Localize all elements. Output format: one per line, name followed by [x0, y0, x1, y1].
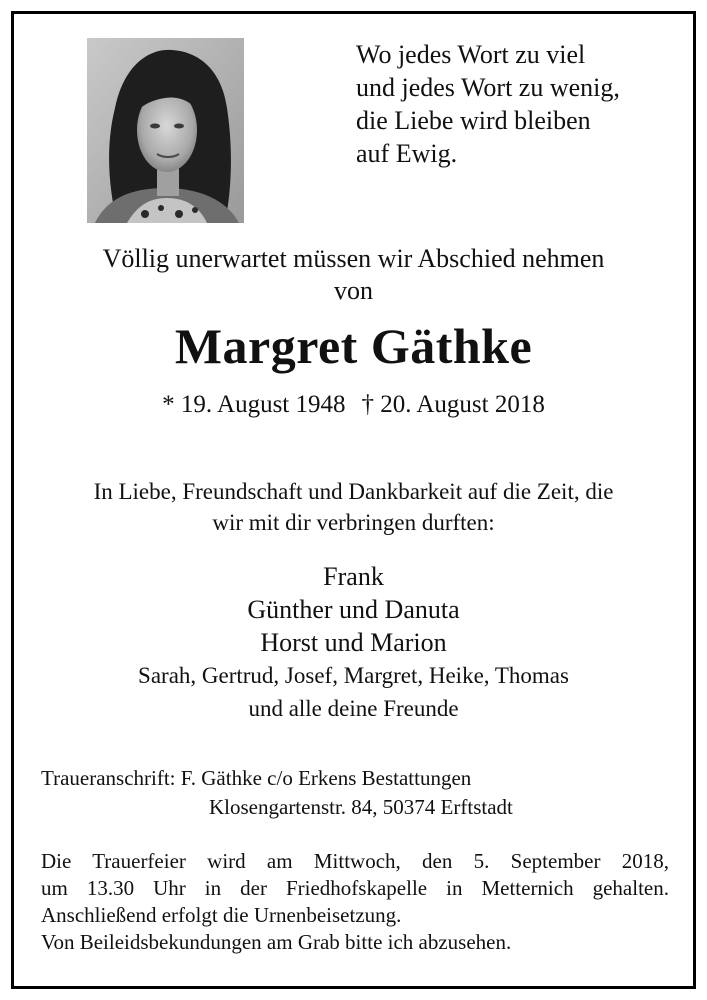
memorial-quote	[356, 38, 676, 170]
mourner-entry: Horst und Marion	[260, 628, 447, 657]
quote-line: und jedes Wort zu wenig,	[356, 73, 620, 102]
mourner-entry: Sarah, Gertrud, Josef, Margret, Heike, Thomas	[138, 663, 569, 688]
gratitude-line: In Liebe, Freundschaft und Dankbarkeit auf die Zeit, die	[93, 479, 614, 504]
ceremony-line: Anschließend erfolgt die Urnenbeisetzung.	[41, 903, 402, 927]
mourner-entry: Frank	[323, 562, 384, 591]
portrait-photo	[87, 38, 244, 223]
deceased-name: Margret Gäthke	[174, 318, 533, 374]
intro-line: Völlig unerwartet müssen wir Abschied nehmen	[102, 244, 605, 273]
death-date: † 20. August 2018	[361, 391, 545, 418]
birth-date: * 19. August 1948	[162, 391, 346, 418]
mourning-address	[41, 764, 513, 822]
quote-line: Wo jedes Wort zu viel	[356, 40, 586, 69]
ceremony-line: Die Trauerfeier wird am Mittwoch, den 5. September 2018,	[41, 849, 669, 873]
address-line: Traueranschrift: F. Gäthke c/o Erkens Bestattungen	[41, 766, 472, 790]
address-line: Klosengartenstr. 84, 50374 Erftstadt	[209, 795, 513, 819]
gratitude-text	[0, 476, 707, 538]
intro-line: von	[334, 276, 373, 305]
gratitude-line: wir mit dir verbringen durften:	[212, 510, 495, 535]
mourner-entry: und alle deine Freunde	[248, 696, 459, 721]
funeral-details	[41, 848, 669, 956]
mourner-entry: Günther und Danuta	[247, 595, 460, 624]
quote-line: auf Ewig.	[356, 139, 458, 168]
life-dates	[0, 390, 707, 420]
ceremony-line: Von Beileidsbekundungen am Grab bitte ich abzusehen.	[41, 930, 512, 954]
mourners-list	[0, 560, 707, 725]
quote-line: die Liebe wird bleiben	[356, 106, 591, 135]
farewell-intro	[0, 243, 707, 307]
ceremony-line: um 13.30 Uhr in der Friedhofskapelle in Metternich gehalten.	[41, 876, 669, 900]
